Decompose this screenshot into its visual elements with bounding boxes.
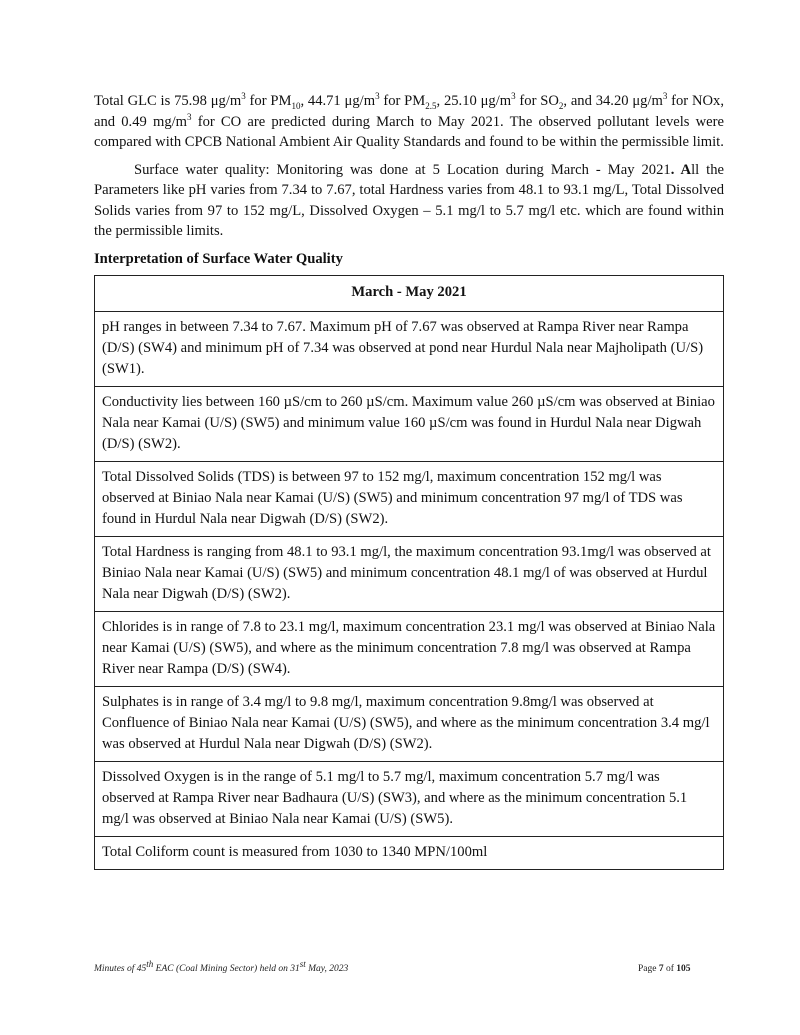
table-row: [95, 461, 724, 536]
table-cell-chlorides: Chlorides is in range of 7.8 to 23.1 mg/l, maximum concentration 23.1 mg/l was observed at Biniao Nala near Kamai (U/S) (SW5), and where as the minimum concentration 7.8 mg/l was observed at Rampa River near Rampa (D/S) (SW4).: [95, 611, 724, 686]
table-row: [95, 611, 724, 686]
table-cell-ph: pH ranges in between 7.34 to 7.67. Maximum pH of 7.67 was observed at Rampa River near Rampa (D/S) (SW4) and minimum pH of 7.34 was observed at pond near Hurdul Nala near Majholipath (U/S) (SW1).: [95, 311, 724, 386]
surface-water-paragraph: Surface water quality: Monitoring was done at 5 Location during March - May 2021. All the Parameters like pH varies from 7.34 to 7.67, total Hardness varies from 48.1 to 93.1 mg/L, Total Dissolved Solids varies from 97 to 152 mg/L, Dissolved Oxygen – 5.1 mg/l to 5.7 mg/l etc. which are found within the permissible limits.: [94, 161, 724, 239]
footer-minutes: Minutes of 45th EAC (Coal Mining Sector) held on 31st May, 2023: [94, 959, 349, 975]
water-quality-table: [94, 275, 724, 870]
table-cell-conductivity: Conductivity lies between 160 µS/cm to 260 µS/cm. Maximum value 260 µS/cm was observed at Biniao Nala near Kamai (U/S) (SW5) and minimum value 160 µS/cm was found in Hurdul Nala near Digwah (D/S) (SW2).: [95, 386, 724, 461]
table-header-row: [95, 275, 724, 311]
table-row: [95, 686, 724, 761]
table-row: [95, 536, 724, 611]
document-body: [94, 91, 724, 870]
table-cell-sulphates: Sulphates is in range of 3.4 mg/l to 9.8 mg/l, maximum concentration 9.8mg/l was observed at Confluence of Biniao Nala near Kamai (U/S) (SW5), and where as the minimum concentration 3.4 mg/l was observed at Hurdul Nala near Digwah (D/S) (SW2).: [95, 686, 724, 761]
table-row: [95, 836, 724, 869]
table-cell-hardness: Total Hardness is ranging from 48.1 to 93.1 mg/l, the maximum concentration 93.1mg/l was observed at Biniao Nala near Kamai (U/S) (SW5) and minimum concentration 48.1 mg/l of was observed at Hurdul Nala near Digwah (D/S) (SW2).: [95, 536, 724, 611]
table-header-period: March - May 2021: [95, 275, 724, 311]
table-row: [95, 761, 724, 836]
table-row: [95, 386, 724, 461]
table-row: [95, 311, 724, 386]
section-heading: Interpretation of Surface Water Quality: [94, 250, 343, 267]
table-cell-coliform: Total Coliform count is measured from 1030 to 1340 MPN/100ml: [95, 836, 724, 869]
glc-paragraph: Total GLC is 75.98 $\mu g/m^3$ for $PM_{10}$, 44.71 $\mu g/m^3$ for $PM_{2.5}$, 25.10 $\mu g/m^3$ for $SO_2$, and 34.20 $\mu g/m^3$ for NOx, and 0.49 $mg/m^3$ for CO are predicted during March to May 2021. The observed pollutant levels were compared with CPCB National Ambient Air Quality Standards and found to be within the permissible limit.: [94, 91, 724, 150]
table-cell-tds: Total Dissolved Solids (TDS) is between 97 to 152 mg/l, maximum concentration 152 mg/l was observed at Biniao Nala near Kamai (U/S) (SW5) and minimum concentration 97 mg/l of TDS was found in Hurdul Nala near Digwah (D/S) (SW2).: [95, 461, 724, 536]
page-number: Page 7 of 105: [638, 964, 691, 974]
table-cell-dissolved-oxygen: Dissolved Oxygen is in the range of 5.1 mg/l to 5.7 mg/l, maximum concentration 5.7 mg/l was observed at Rampa River near Badhaura (U/S) (SW3), and where as the minimum concentration 5.1 mg/l was observed at Biniao Nala near Kamai (U/S) (SW5).: [95, 761, 724, 836]
